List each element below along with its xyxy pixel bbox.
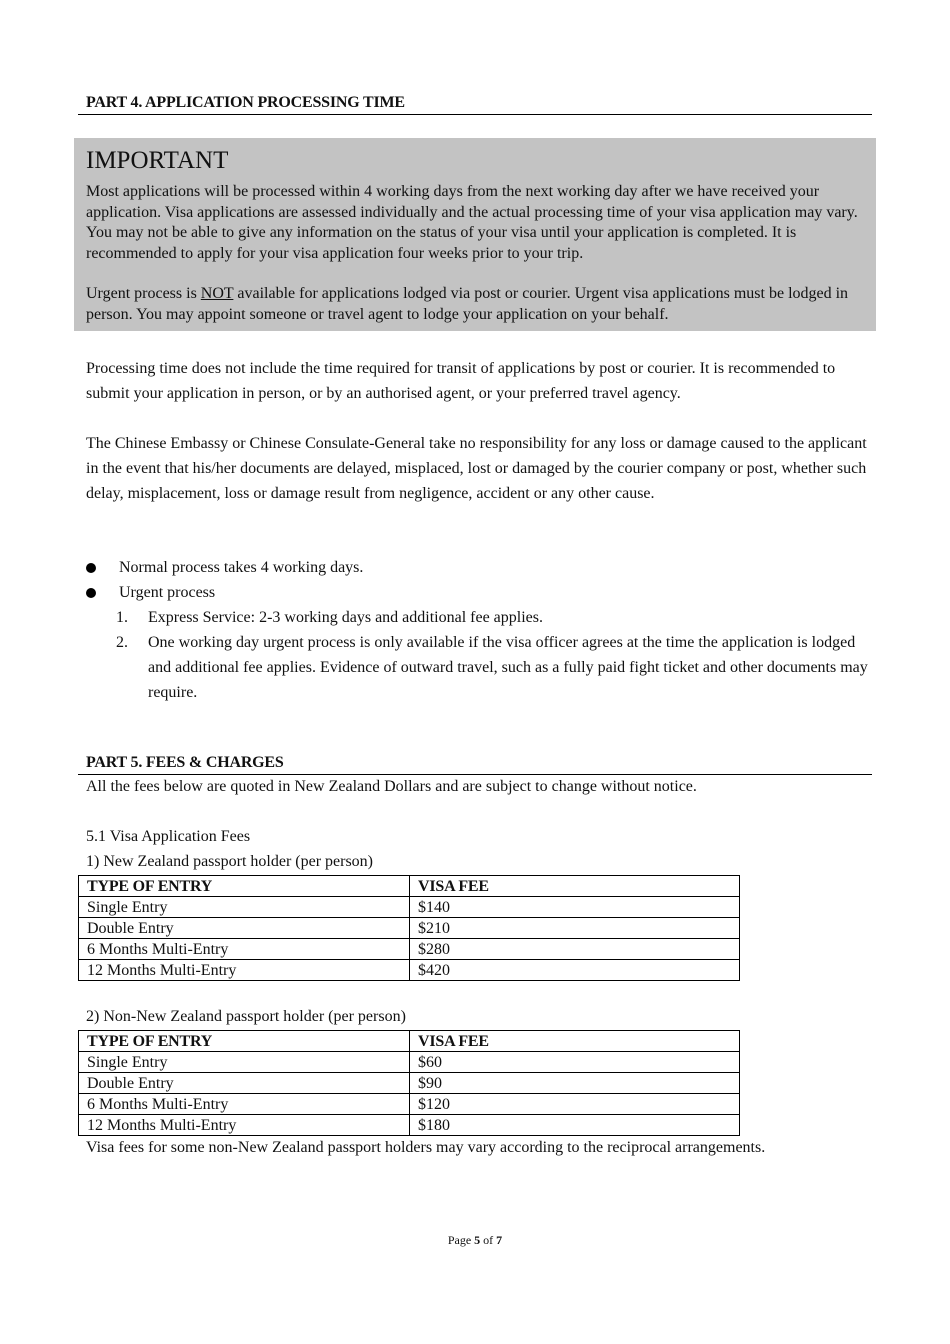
sub-item-text: Express Service: 2-3 working days and additional fee applies. bbox=[148, 609, 543, 626]
column-header: VISA FEE bbox=[410, 876, 740, 897]
bullet-icon bbox=[86, 563, 96, 573]
column-header: VISA FEE bbox=[410, 1031, 740, 1052]
entry-type-cell: Single Entry bbox=[79, 897, 410, 918]
table-row bbox=[79, 1052, 740, 1073]
fees-section-title: 5.1 Visa Application Fees bbox=[86, 828, 251, 845]
non-nz-fees-table bbox=[78, 1030, 740, 1136]
table-row bbox=[79, 1115, 740, 1136]
fee-cell: $180 bbox=[410, 1115, 740, 1136]
page-number: 5 bbox=[474, 1233, 481, 1247]
entry-type-cell: Double Entry bbox=[79, 1073, 410, 1094]
table-row bbox=[79, 960, 740, 981]
sub-item-number: 2. bbox=[116, 634, 128, 651]
table-header-row bbox=[79, 1031, 740, 1052]
page-label: Page bbox=[447, 1233, 472, 1247]
table-row bbox=[79, 918, 740, 939]
fee-cell: $210 bbox=[410, 918, 740, 939]
urgent-text-end: available for applications lodged via post or courier. Urgent visa applications must be lodged in person. You may appoint someone or travel agent to lodge your application on your behalf. bbox=[86, 285, 849, 323]
table-header-row bbox=[79, 876, 740, 897]
list-item bbox=[86, 555, 876, 580]
transit-paragraph: Processing time does not include the time required for transit of applications by post or courier. It is recommended to submit your application in person, or by an authorised agent, or your preferred travel agency. bbox=[86, 360, 836, 402]
fee-cell: $420 bbox=[410, 960, 740, 981]
fee-cell: $90 bbox=[410, 1073, 740, 1094]
important-notice-box bbox=[74, 138, 876, 331]
entry-type-cell: 12 Months Multi-Entry bbox=[79, 960, 410, 981]
of-label: of bbox=[483, 1233, 494, 1247]
urgent-text-start: Urgent process is bbox=[86, 285, 201, 302]
fee-cell: $140 bbox=[410, 897, 740, 918]
bullet-icon bbox=[86, 588, 96, 598]
sub-item-number: 1. bbox=[116, 609, 128, 626]
entry-type-cell: 12 Months Multi-Entry bbox=[79, 1115, 410, 1136]
fee-cell: $60 bbox=[410, 1052, 740, 1073]
total-pages: 7 bbox=[496, 1233, 503, 1247]
urgent-sub-item bbox=[86, 630, 876, 705]
important-paragraph-2 bbox=[86, 284, 864, 325]
list-item-text: Normal process takes 4 working days. bbox=[119, 559, 364, 576]
nz-fees-table bbox=[78, 875, 740, 981]
table-row bbox=[79, 897, 740, 918]
column-header: TYPE OF ENTRY bbox=[79, 876, 410, 897]
column-header: TYPE OF ENTRY bbox=[79, 1031, 410, 1052]
important-title: IMPORTANT bbox=[86, 147, 229, 174]
part4-heading: PART 4. APPLICATION PROCESSING TIME bbox=[78, 93, 872, 115]
sub-item-text: One working day urgent process is only available if the visa officer agrees at the time the application is lodged and additional fee applies. Evidence of outward travel, such as a fully paid fight ticket and other documents may require. bbox=[148, 634, 868, 701]
table-row bbox=[79, 1094, 740, 1115]
processing-list bbox=[86, 555, 876, 705]
list-item-text: Urgent process bbox=[119, 584, 216, 601]
responsibility-paragraph: The Chinese Embassy or Chinese Consulate-General take no responsibility for any loss or damage caused to the applicant in the event that his/her documents are delayed, misplaced, lost or damaged by the courier company or post, whether such delay, misplacement, loss or damage result from negligence, accident or any other cause. bbox=[86, 435, 867, 502]
table-row bbox=[79, 939, 740, 960]
fees-note: All the fees below are quoted in New Zealand Dollars and are subject to change without notice. bbox=[86, 778, 697, 795]
non-nz-table-caption: 2) Non-New Zealand passport holder (per person) bbox=[86, 1008, 406, 1025]
fee-cell: $120 bbox=[410, 1094, 740, 1115]
part5-heading: PART 5. FEES & CHARGES bbox=[78, 753, 872, 775]
urgent-sub-item bbox=[86, 605, 876, 630]
important-paragraph-1: Most applications will be processed within 4 working days from the next working day after we have received your application. Visa applications are assessed individually and the actual processing time of your visa application may vary. You may not be able to give any information on the status of your visa until your application is completed. It is recommended to apply for your visa application four weeks prior to your trip. bbox=[86, 183, 858, 262]
fees-footnote: Visa fees for some non-New Zealand passport holders may vary according to the reciprocal arrangements. bbox=[86, 1139, 766, 1156]
table-row bbox=[79, 1073, 740, 1094]
page-footer bbox=[0, 1232, 950, 1248]
nz-table-caption: 1) New Zealand passport holder (per person) bbox=[86, 853, 374, 870]
not-emphasis: NOT bbox=[200, 285, 234, 302]
fee-cell: $280 bbox=[410, 939, 740, 960]
entry-type-cell: 6 Months Multi-Entry bbox=[79, 939, 410, 960]
entry-type-cell: Single Entry bbox=[79, 1052, 410, 1073]
list-item bbox=[86, 580, 876, 605]
entry-type-cell: 6 Months Multi-Entry bbox=[79, 1094, 410, 1115]
entry-type-cell: Double Entry bbox=[79, 918, 410, 939]
